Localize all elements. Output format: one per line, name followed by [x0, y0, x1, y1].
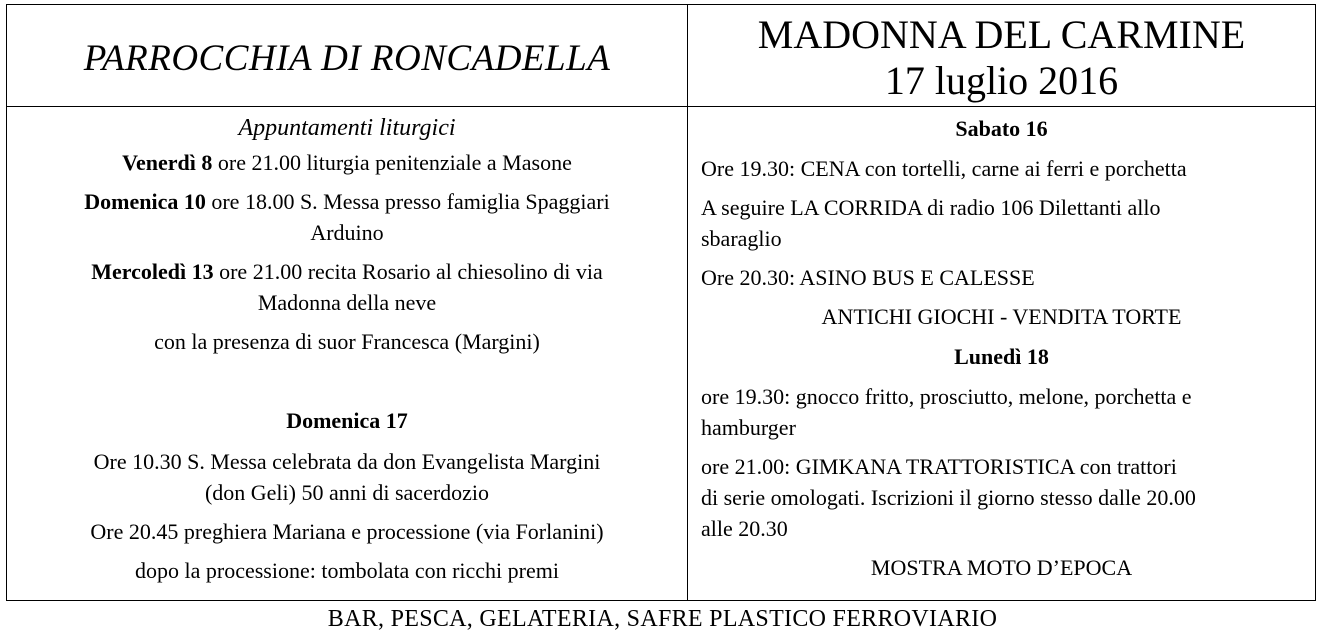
event-item [688, 451, 1315, 544]
sunday-text-cont: (don Geli) 50 anni di sacerdozio [204, 480, 490, 505]
sunday-heading-text: Domenica 17 [286, 408, 408, 433]
event-header [688, 5, 1315, 106]
event-text-cont: hamburger [701, 415, 796, 440]
liturgical-item [7, 256, 687, 318]
item-day: Venerdì 8 [122, 150, 213, 175]
saturday-heading-text: Sabato 16 [955, 116, 1048, 141]
sunday-heading [7, 405, 687, 436]
footer-banner: BAR, PESCA, GELATERIA, SAFRE PLASTICO FERROVIARIO [327, 606, 998, 632]
sunday-item: dopo la processione: tombolata con ricchi premi [135, 558, 559, 583]
event-item [688, 192, 1315, 254]
item-text: ore 18.00 S. Messa presso famiglia Spaggiari [205, 189, 610, 214]
liturgical-heading: Appuntamenti liturgici [238, 115, 456, 141]
event-item: ANTICHI GIOCHI - VENDITA TORTE [821, 304, 1182, 329]
item-text: ore 21.00 liturgia penitenziale a Masone [212, 150, 572, 175]
event-title: MADONNA DEL CARMINE [757, 12, 1246, 57]
event-item: MOSTRA MOTO D’EPOCA [870, 555, 1133, 580]
sunday-item: Ore 20.45 preghiera Mariana e processione (via Forlanini) [90, 519, 604, 544]
monday-heading [688, 341, 1315, 372]
event-text: ore 19.30: gnocco fritto, prosciutto, melone, porchetta e [701, 384, 1192, 409]
sunday-text: Ore 10.30 S. Messa celebrata da don Evangelista Margini [93, 449, 601, 474]
event-item: Ore 20.30: ASINO BUS E CALESSE [701, 265, 1035, 290]
item-text-cont: Madonna della neve [257, 290, 437, 315]
event-text-cont: alle 20.30 [701, 516, 788, 541]
event-item [688, 381, 1315, 443]
liturgical-item [7, 186, 687, 248]
flyer-table [6, 4, 1316, 601]
parish-title: PARROCCHIA DI RONCADELLA [83, 38, 611, 79]
event-text-cont: sbaraglio [701, 226, 782, 251]
event-text: ore 21.00: GIMKANA TRATTORISTICA con trattori [701, 454, 1177, 479]
monday-heading-text: Lunedì 18 [954, 344, 1049, 369]
event-date: 17 luglio 2016 [884, 58, 1119, 103]
liturgical-column [7, 107, 687, 586]
item-day: Domenica 10 [84, 189, 206, 214]
event-item: Ore 19.30: CENA con tortelli, carne ai ferri e porchetta [701, 156, 1187, 181]
events-column [688, 107, 1315, 583]
event-text: A seguire LA CORRIDA di radio 106 Dilettanti allo [701, 195, 1161, 220]
item-text: ore 21.00 recita Rosario al chiesolino di via [213, 259, 603, 284]
liturgical-item [7, 147, 687, 178]
event-text-cont: di serie omologati. Iscrizioni il giorno stesso dalle 20.00 [701, 485, 1196, 510]
item-text-cont: Arduino [310, 220, 384, 245]
item-day: Mercoledì 13 [91, 259, 214, 284]
liturgical-note: con la presenza di suor Francesca (Margini) [154, 329, 540, 354]
saturday-heading [688, 113, 1315, 144]
sunday-item [7, 446, 687, 508]
